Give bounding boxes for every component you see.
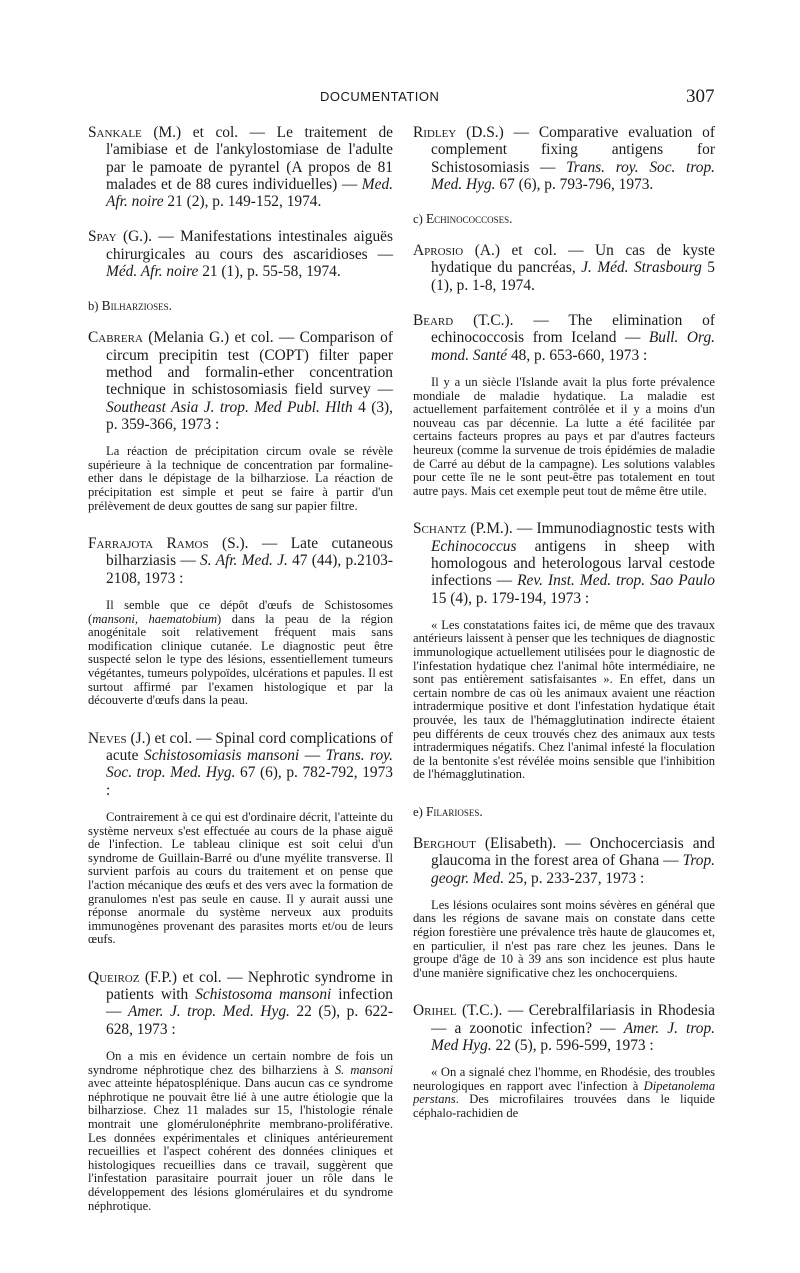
right-column	[413, 124, 715, 1121]
bibliography-entry	[88, 730, 393, 947]
journal-name: Trans. roy. Soc. trop. Med. Hyg.	[106, 747, 394, 782]
citation-reference: 48, p. 653-660, 1973 :	[507, 346, 648, 364]
journal-name: J. Méd. Strasbourg	[581, 259, 702, 277]
author-name: Neves	[88, 729, 127, 747]
author-name: Aprosio	[413, 242, 464, 260]
author-name: Sankale	[88, 124, 142, 141]
abstract: Contrairement à ce qui est d'ordinaire décrit, l'atteinte du système nerveux s'est effectuée au cours de la phase aiguë de l'infection. Le tableau clinique est soit celui d'un syndrome de Guillain-Barré ou d'une myélite transverse. Il survient parfois au cours du traitement et on pense que l'action mécanique des œufs et des vers avec la formation de granulomes n'est pas seule en cause. Il y aurait aussi une réponse anormale du système nerveux aux produits immunogènes provenant des parasites morts et/ou de leurs œufs.	[88, 809, 393, 947]
citation-species: Schistosomiasis mansoni	[144, 747, 300, 765]
bibliography-entry	[88, 228, 393, 280]
abstract: Il y a un siècle l'Islande avait la plus forte prévalence mondiale de maladie hydatique. La maladie est actuellement parfaitement contrôlée et il y a moins d'un nouveau cas par décennie. La lutte a été facilitée par certains facteurs propres au pays et par d'autres facteurs heureux (comme la survenue de trois épidémies de maladie de Carré au début de la campagne). Les solutions valables pour cette île ne le sont peut-être pas totalement en tout autre pays. Mais cet exemple peut tout de même être utile.	[413, 374, 715, 498]
bibliography-entry	[88, 329, 393, 513]
citation	[88, 124, 393, 210]
citation-reference: 15 (4), p. 179-194, 1973 :	[431, 589, 590, 607]
abstract-text: . Des microfilaires trouvées dans le liquide céphalo-rachidien de	[413, 1092, 715, 1121]
citation-title: (D.S.) — Comparative evaluation of complement fixing antigens for Schistosomiasis —	[431, 124, 715, 176]
author-name: Orihel	[413, 1002, 457, 1020]
abstract-text: On a mis en évidence un certain nombre de fois un syndrome néphrotique chez des bilharziens à	[88, 1049, 393, 1077]
bibliography-entry	[413, 312, 715, 498]
section-title: Filarioses.	[425, 803, 483, 819]
citation-title: (T.C.). — Cerebralfilariasis in Rhodesia — a zoonotic infection? —	[431, 1002, 715, 1037]
journal-name: S. Afr. Med. J.	[200, 552, 288, 570]
citation-title: (S.). — Late cutaneous bilharziasis —	[106, 535, 393, 570]
journal-name: Méd. Afr. noire	[106, 263, 199, 281]
author-name: Spay	[88, 228, 117, 246]
journal-name: Amer. J. trop. Med. Hyg.	[127, 1003, 290, 1021]
journal-name: Rev. Inst. Med. trop. Sao Paulo	[517, 572, 715, 590]
author-name: Beard	[413, 312, 454, 330]
citation-title: (J.) et col. — Spinal cord complications of acute	[106, 729, 393, 765]
abstract-species: mansoni, haematobium	[92, 611, 218, 626]
citation-genus: Echinococcus	[431, 537, 517, 555]
author-name: Queiroz	[88, 968, 140, 986]
abstract-text: Il semble que ce dépôt d'œufs de Schistosomes (	[88, 598, 393, 626]
citation	[88, 228, 393, 280]
section-heading	[88, 298, 393, 314]
bibliography-entry	[413, 1002, 715, 1120]
citation-reference: 22 (5), p. 622-628, 1973 :	[106, 1003, 393, 1038]
author-name: Schantz	[413, 520, 467, 538]
section-prefix: c)	[413, 212, 426, 227]
citation-title: (Melania G.) et col. — Comparison of circum precipitin test (COPT) filter paper method and formalin-ether concentration technique in schistosomiasis field survey —	[106, 329, 393, 399]
citation	[88, 969, 393, 1038]
bibliography-entry	[413, 242, 715, 294]
citation-title: (P.M.). — Immunodiagnostic tests with	[466, 520, 715, 538]
citation	[413, 312, 715, 364]
author-name: Farrajota Ramos	[88, 535, 209, 553]
citation-title: (Elisabeth). — Onchocerciasis and glaucoma in the forest area of Ghana —	[431, 834, 715, 870]
running-head: DOCUMENTATION	[320, 89, 440, 104]
bibliography-entry	[413, 835, 715, 980]
abstract	[413, 1066, 715, 1120]
citation	[413, 1002, 715, 1054]
citation	[413, 124, 715, 193]
journal-name: Trop. geogr. Med.	[431, 852, 715, 887]
citation-reference: 67 (6), p. 782-792, 1973 :	[106, 764, 393, 799]
citation	[413, 835, 715, 887]
page-number: 307	[686, 86, 715, 107]
citation-separator: infection —	[106, 986, 393, 1021]
citation-reference: 25, p. 233-237, 1973 :	[504, 869, 645, 887]
citation	[413, 520, 715, 606]
abstract: Les lésions oculaires sont moins sévères en général que dans les régions de savane mais on constate dans cette région forestière une prévalence très haute de glaucomes et, en particulier, il n'est pas rare chez les jeunes. Dans le groupe d'âge de 10 à 39 ans son incidence est plus haute d'une manière significative chez les onchocerquiens.	[413, 897, 715, 980]
abstract: La réaction de précipitation circum ovale se révèle supérieure à la technique de concentration par formaline-ether dans le dépistage de la bilharziose. La réaction de précipitation est simple et peut se faire à partir d'un prélèvement de deux gouttes de sang sur papier filtre.	[88, 444, 393, 513]
author-name: Ridley	[413, 124, 457, 141]
section-title: Bilharzioses.	[101, 298, 172, 314]
citation-reference: 47 (44), p.2103-2108, 1973 :	[106, 552, 393, 587]
section-prefix: b)	[88, 299, 102, 314]
citation-title: (F.P.) et col. — Nephrotic syndrome in patients with	[106, 968, 393, 1004]
abstract: « Les constatations faites ici, de même que des travaux antérieurs laissent à penser que les techniques de diagnostic immunologique actuellement utilisées pour le diagnostic de l'infestation hydatique chez l'animal hôte intermédiaire, ne sont pas entièrement satisfaisantes ». En effet, dans un certain nombre de cas où les animaux avaient une réaction intradermique positive et dont l'infestation hydatique était prouvée, les taux de l'hémagglutination indirecte étaient peu différents de ceux trouvés chez des animaux aux tests intradermiques négatifs. Chez l'animal infesté la floculation de la bentonite s'est révélée moins sensible que l'inhibition de l'hémagglutination.	[413, 617, 715, 782]
journal-name: Southeast Asia J. trop. Med Publ. Hlth	[106, 398, 353, 416]
citation-title-continued: antigens in sheep with homologous and heterologous larval cestode infections —	[431, 537, 715, 590]
citation	[413, 242, 715, 294]
citation-separator: —	[299, 747, 326, 765]
left-column	[88, 124, 393, 1213]
citation-title: (A.) et col. — Un cas de kyste hydatique du pancréas,	[431, 242, 715, 277]
citation-reference: 22 (5), p. 596-599, 1973 :	[491, 1036, 654, 1054]
section-title: Echinococcoses.	[425, 211, 513, 227]
citation-reference: 4 (3), p. 359-366, 1973 :	[106, 398, 393, 433]
journal-name: Med. Afr. noire	[106, 175, 393, 211]
citation-title: (T.C.). — The elimination of echinococcosis from Iceland —	[431, 312, 715, 347]
bibliography-entry	[88, 535, 393, 708]
citation-title: (M.) et col. — Le traitement de l'amibiase et de l'ankylostomiase de l'adulte par le pamoate de pyrantel (A propos de 81 malades et de 88 cures individuelles) —	[106, 124, 393, 193]
abstract-species: S. mansoni	[334, 1062, 394, 1077]
abstract-text: « On a signalé chez l'homme, en Rhodésie, des troubles neurologiques en rapport avec l'infection à	[413, 1065, 715, 1093]
bibliography-entry	[413, 520, 715, 782]
abstract-text: avec atteinte hépatosplénique. Dans aucun cas ce syndrome néphrotique ne pouvait être lié à une autre étiologie que la bilharziose. Chez 11 malades sur 15, l'histologie rénale montrait une glomérulonéphrite membrano-proliférative. Les données expérimentales et cliniques antérieurement recueillies et l'aspect cohérent des données cliniques et histologiques recueillies dans ce travail, suggèrent que l'infestation parasitaire pourrait jouer un rôle dans le développement des lésions glomérulaires et du syndrome néphrotique.	[88, 1076, 393, 1213]
abstract-text: ) dans la peau de la région anogénitale soit relativement fréquent mais sans modification clinique cutanée. Le diagnostic peut être suspecté selon le type des lésions, essentiellement tumeurs végétantes, tumeurs polypoïdes, ulcérations et papules. Il est surtout affirmé par l'examen histologique et par la découverte d'œufs dans la peau.	[88, 611, 393, 708]
section-heading	[413, 211, 715, 227]
author-name: Cabrera	[88, 329, 143, 347]
abstract-species: Dipetanolema perstans	[413, 1078, 715, 1107]
page-header	[0, 86, 800, 110]
citation	[88, 535, 393, 587]
bibliography-entry	[413, 124, 715, 193]
abstract	[88, 599, 393, 708]
journal-name: Amer. J. trop. Med Hyg.	[431, 1019, 715, 1054]
journal-name: Bull. Org. mond. Santé	[431, 329, 715, 364]
citation	[88, 329, 393, 433]
citation-reference: 21 (1), p. 55-58, 1974.	[198, 263, 341, 281]
bibliography-entry	[88, 969, 393, 1213]
citation	[88, 730, 393, 799]
citation-reference: 5 (1), p. 1-8, 1974.	[431, 259, 715, 294]
abstract	[88, 1050, 393, 1213]
bibliography-entry	[88, 124, 393, 210]
section-heading	[413, 804, 715, 820]
citation-species: Schistosoma mansoni	[195, 986, 332, 1004]
citation-reference: 21 (2), p. 149-152, 1974.	[163, 193, 322, 211]
citation-reference: 67 (6), p. 793-796, 1973.	[495, 175, 654, 193]
section-prefix: e)	[413, 804, 426, 819]
author-name: Berghout	[413, 834, 476, 852]
citation-title: (G.). — Manifestations intestinales aiguës chirurgicales au cours des ascaridioses —	[106, 228, 393, 263]
journal-name: Trans. roy. Soc. trop. Med. Hyg.	[431, 158, 715, 193]
